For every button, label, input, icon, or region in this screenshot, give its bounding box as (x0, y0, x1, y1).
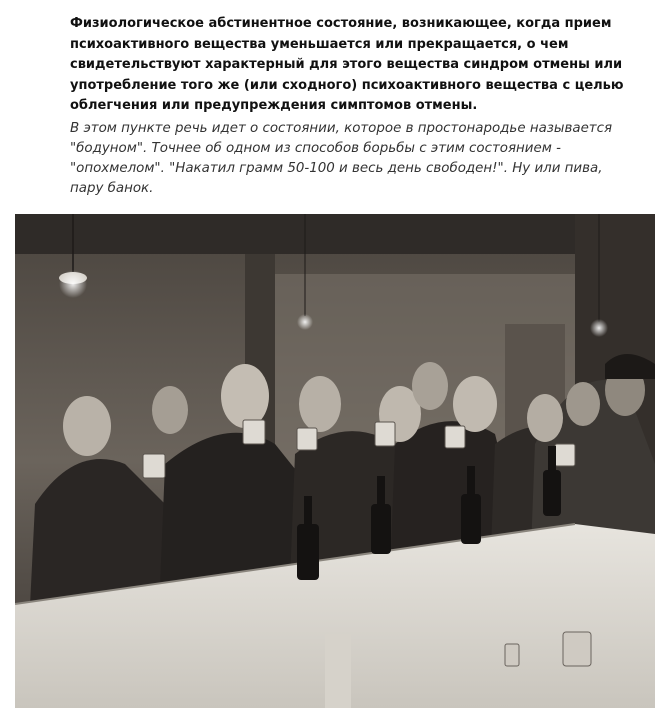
photo-illustration (15, 214, 655, 708)
ceiling (15, 214, 655, 254)
counter-leg (325, 634, 351, 708)
bar-photo (15, 214, 655, 708)
article-text (70, 14, 630, 199)
definition-text: Физиологическое абстинентное состояние, возникающее, когда прием психоактивного вещества уменьшается или прекращается, о чем свидетельствуют характерный для этого вещества синдром отмены или употребление того же (или сходного) психоактивного вещества с целью облегчения или предупреждения симптомов отмены. (70, 16, 624, 113)
comment-text: В этом пункте речь идет о состоянии, которое в простонародье называется "бодуном". Точнее об одном из способов борьбы с этим состоянием - "опохмелом". "Накатил грамм 50-100 и весь день свободен!". Ну или пива, пару банок. (70, 120, 613, 196)
